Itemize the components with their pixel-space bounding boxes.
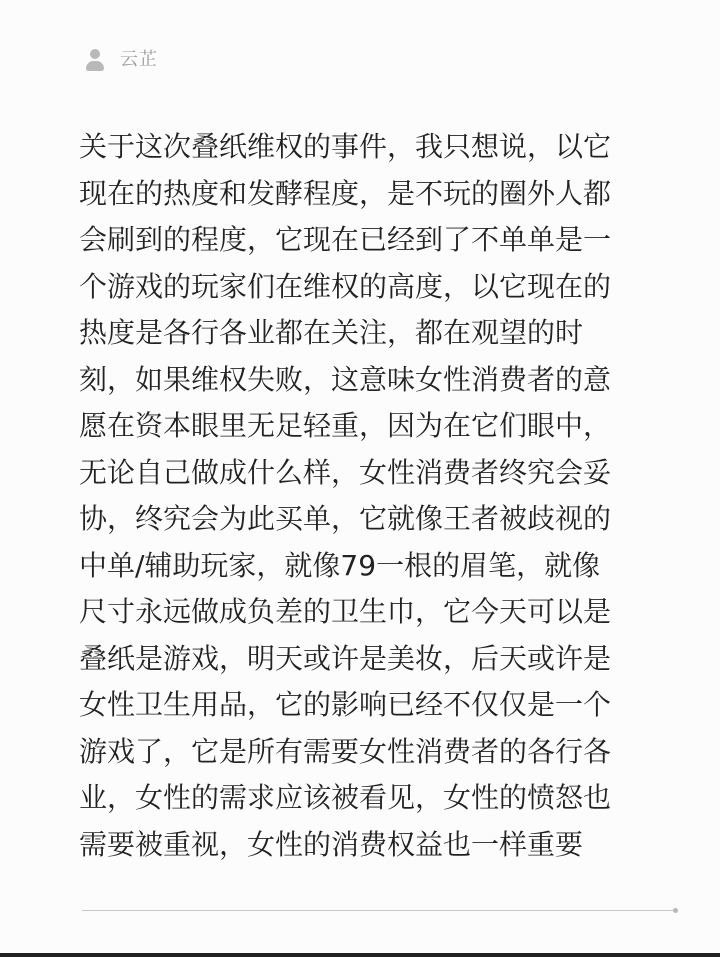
divider-end-dot — [673, 908, 678, 913]
bottom-bar — [0, 953, 720, 957]
user-icon — [84, 48, 106, 72]
article-line: 现在的热度和发酵程度，是不玩的圈外人都 — [79, 176, 612, 210]
article-line: 尺寸永远做成负差的卫生巾，它今天可以是 — [79, 595, 612, 628]
article-line: 叠纸是游戏，明天或许是美妆，后天或许是 — [79, 641, 612, 675]
article-line: 个游戏的玩家们在维权的高度，以它现在的 — [79, 269, 612, 303]
author-name: 云芷 — [120, 49, 158, 70]
article-body — [79, 124, 649, 868]
article-line: 女性卫生用品，它的影响已经不仅仅是一个 — [79, 688, 612, 721]
article-line: 协，终究会为此买单，它就像王者被歧视的 — [79, 502, 612, 535]
author-row — [84, 48, 158, 72]
article-line: 中单/辅助玩家，就像79一根的眉笔，就像 — [79, 548, 601, 582]
article-line: 会刷到的程度，它现在已经到了不单单是一 — [79, 223, 612, 256]
article-line: 无论自己做成什么样，女性消费者终究会妥 — [79, 455, 612, 489]
article-line: 业，女性的需求应该被看见，女性的愤怒也 — [79, 781, 612, 814]
article-line: 热度是各行各业都在关注，都在观望的时 — [79, 316, 584, 349]
article-line: 愿在资本眼里无足轻重，因为在它们眼中， — [79, 409, 612, 442]
article-line: 游戏了，它是所有需要女性消费者的各行各 — [79, 734, 612, 768]
article-line: 刻，如果维权失败，这意味女性消费者的意 — [79, 362, 612, 396]
article-line: 需要被重视，女性的消费权益也一样重要 — [79, 827, 584, 861]
article-line: 关于这次叠纸维权的事件，我只想说，以它 — [79, 130, 612, 163]
divider — [82, 910, 676, 911]
